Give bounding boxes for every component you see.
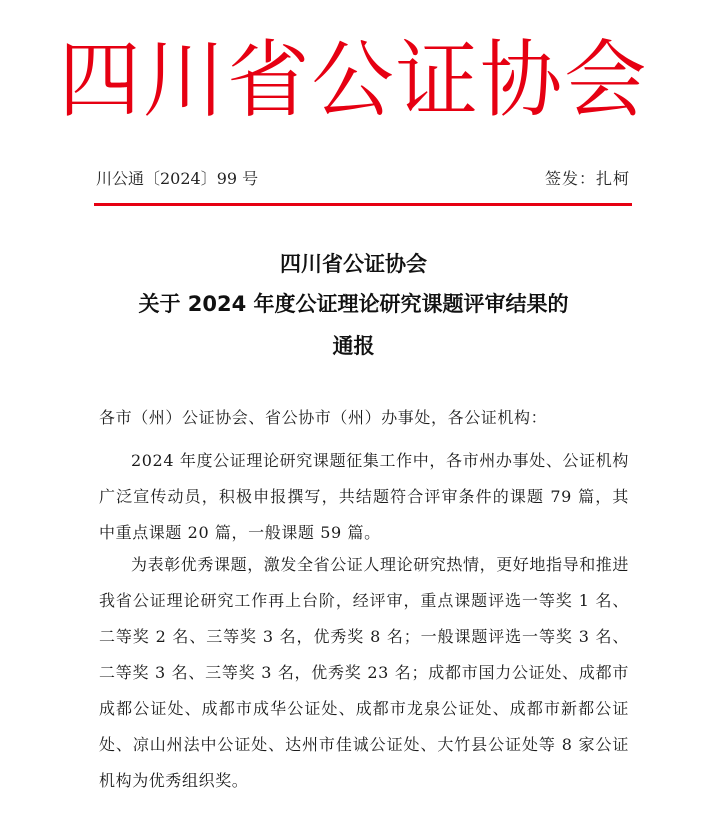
- document-number: 川公通〔2024〕99 号: [96, 169, 259, 188]
- document-meta: [96, 166, 630, 192]
- title-line-1: 四川省公证协会: [280, 252, 427, 276]
- salutation: 各市（州）公证协会、省公协市（州）办事处，各公证机构：: [99, 408, 548, 427]
- red-divider: [94, 203, 632, 206]
- signer: 签发：扎柯: [544, 169, 630, 188]
- body-paragraph-1: 2024 年度公证理论研究课题征集工作中，各市州办事处、公证机构广泛宣传动员，积极申报撰写，共结题符合评审条件的课题 79 篇，其中重点课题 20 篇，一般课题 59 篇。: [99, 451, 629, 542]
- body-paragraph-2: 为表彰优秀课题，激发全省公证人理论研究热情，更好地指导和推进我省公证理论研究工作再上台阶，经评审，重点课题评选一等奖 1 名、二等奖 2 名、三等奖 3 名，优秀奖 8 名；一般课题评选一等奖 3 名、二等奖 3 名、三等奖 3 名，优秀奖 23 名；成都市国力公证处、成都市成都公证处、成都市成华公证处、成都市龙泉公证处、成都市新都公证处、凉山州法中公证处、达州市佳诚公证处、大竹县公证处等 8 家公证机构为优秀组织奖。: [99, 555, 630, 790]
- title-line-3: 通报: [332, 334, 375, 358]
- org-masthead: 四川省公证协会: [58, 31, 649, 129]
- title-line-2: 关于 2024 年度公证理论研究课题评审结果的: [138, 292, 569, 316]
